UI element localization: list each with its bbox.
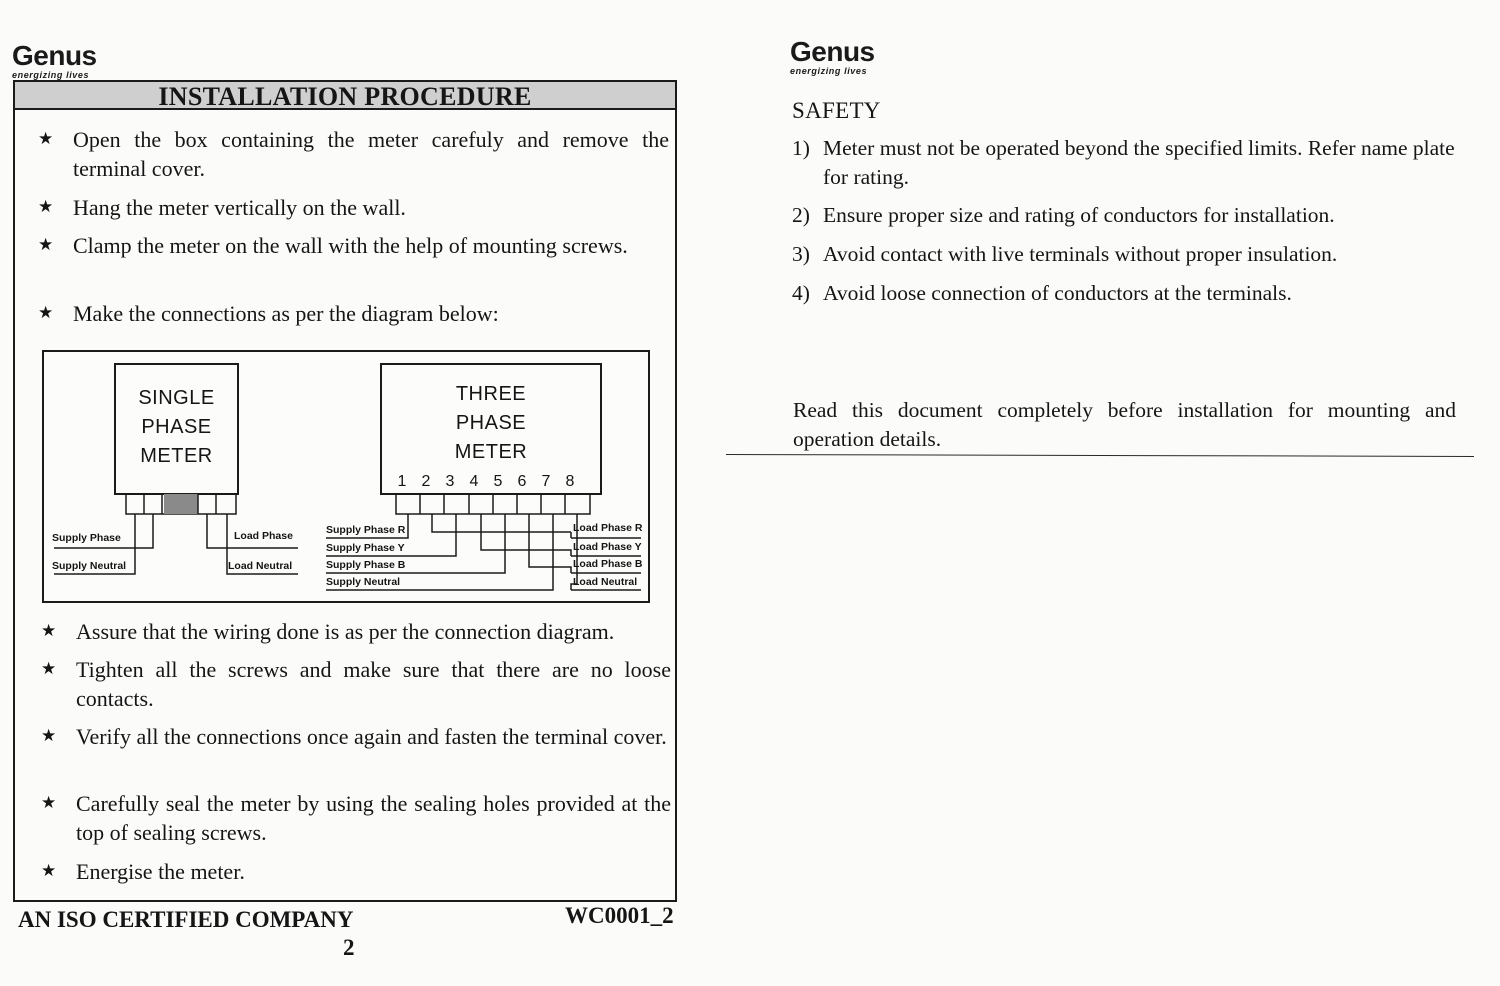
step-item: [38, 299, 669, 328]
supply-phase-b-label: Supply Phase B: [326, 559, 406, 571]
step-text: Energise the meter.: [76, 859, 245, 884]
safety-title: SAFETY: [792, 98, 881, 123]
terminal-number: 4: [469, 473, 479, 490]
read-document-note: Read this document completely before installation for mounting and operation details.: [793, 398, 1456, 451]
right-logo: [790, 38, 875, 76]
label-line: PHASE: [455, 412, 527, 434]
step-item: [41, 617, 671, 646]
label-line: METER: [140, 445, 213, 467]
rule-number: 3): [792, 242, 810, 266]
step-item: [41, 722, 671, 780]
step-item: [38, 125, 669, 183]
safety-rule: [792, 240, 1458, 269]
terminal-number: 8: [565, 473, 575, 490]
step-text: Open the box containing the meter carefuly and remove the terminal cover.: [73, 127, 669, 181]
brand-tagline: energizing lives: [790, 66, 868, 76]
safety-rule: [792, 134, 1458, 192]
star-icon: ★: [38, 197, 54, 217]
rule-number: 1): [792, 136, 810, 160]
section-divider: [726, 454, 1474, 457]
terminal-number: 2: [421, 473, 431, 490]
load-phase-r-label: Load Phase R: [573, 522, 643, 534]
rule-text: Avoid contact with live terminals without proper insulation.: [823, 242, 1338, 266]
step-item: [41, 655, 671, 713]
left-logo: [12, 42, 97, 80]
page-number: 2: [343, 935, 355, 960]
document-code: WC0001_2: [565, 903, 674, 928]
star-icon: ★: [38, 235, 54, 255]
star-icon: ★: [41, 621, 57, 641]
step-item: [38, 193, 669, 222]
star-icon: ★: [41, 659, 57, 679]
load-phase-label: Load Phase: [234, 530, 293, 542]
terminal-number: 6: [517, 473, 527, 490]
step-text: Verify all the connections once again and fasten the terminal cover.: [76, 724, 667, 749]
iso-company-label: AN ISO CERTIFIED COMPANY: [18, 907, 354, 932]
brand-name: Genus: [12, 40, 97, 71]
supply-phase-label: Supply Phase: [52, 532, 121, 544]
three-phase-meter-label: [381, 380, 601, 467]
safety-rule: [792, 279, 1458, 308]
step-text: Assure that the wiring done is as per the connection diagram.: [76, 619, 615, 644]
safety-rule: [792, 201, 1458, 230]
terminal-number: 5: [493, 473, 503, 490]
brand-name: Genus: [790, 36, 875, 67]
label-line: PHASE: [141, 416, 212, 438]
rule-text: Ensure proper size and rating of conductors for installation.: [823, 203, 1335, 227]
label-line: SINGLE: [138, 387, 215, 409]
label-line: METER: [454, 441, 528, 463]
rule-text: Avoid loose connection of conductors at the terminals.: [823, 281, 1292, 305]
star-icon: ★: [38, 129, 54, 149]
load-neutral-label: Load Neutral: [573, 576, 638, 588]
supply-phase-y-label: Supply Phase Y: [326, 542, 405, 554]
step-item: [41, 857, 671, 886]
load-phase-y-label: Load Phase Y: [573, 541, 642, 553]
load-phase-b-label: Load Phase B: [573, 558, 643, 570]
step-text: Hang the meter vertically on the wall.: [73, 195, 406, 220]
star-icon: ★: [41, 793, 57, 813]
terminal-number: 1: [397, 473, 407, 490]
step-text: Carefully seal the meter by using the sealing holes provided at the top of sealing screws.: [76, 791, 671, 845]
rule-text: Meter must not be operated beyond the specified limits. Refer name plate for rating.: [823, 136, 1455, 189]
star-icon: ★: [38, 303, 54, 323]
load-neutral-label: Load Neutral: [228, 560, 293, 572]
supply-phase-r-label: Supply Phase R: [326, 524, 406, 536]
star-icon: ★: [41, 726, 57, 746]
wiring-diagram: [42, 350, 650, 603]
step-item: [38, 231, 669, 289]
supply-neutral-label: Supply Neutral: [326, 576, 401, 588]
terminal-number: 7: [541, 473, 551, 490]
supply-neutral-label: Supply Neutral: [52, 560, 127, 572]
rule-number: 2): [792, 203, 810, 227]
step-text: Clamp the meter on the wall with the help of mounting screws.: [73, 233, 628, 258]
label-line: THREE: [455, 383, 527, 405]
step-item: [41, 789, 671, 847]
star-icon: ★: [41, 861, 57, 881]
section-title: INSTALLATION PROCEDURE: [158, 82, 532, 111]
step-text: Make the connections as per the diagram below:: [73, 301, 499, 326]
terminal-number: 3: [445, 473, 455, 490]
brand-tagline: energizing lives: [12, 70, 90, 80]
rule-number: 4): [792, 281, 810, 305]
step-text: Tighten all the screws and make sure that there are no loose contacts.: [76, 657, 671, 711]
single-phase-meter-label: [115, 384, 238, 471]
